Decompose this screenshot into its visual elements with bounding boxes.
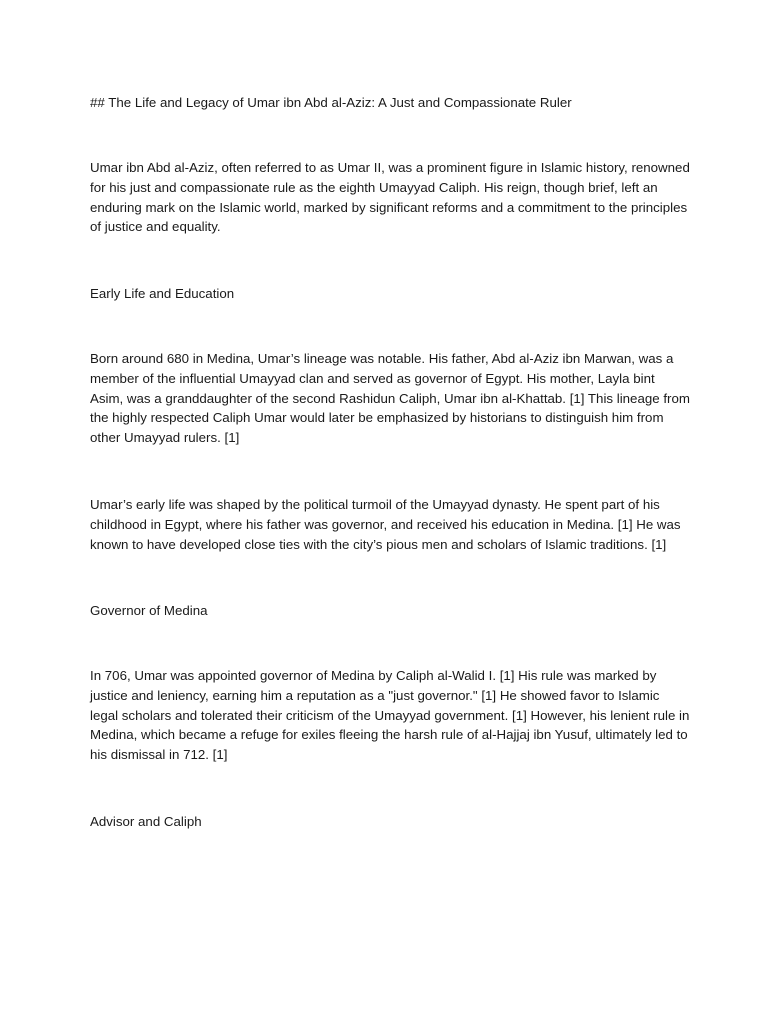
document-title: ## The Life and Legacy of Umar ibn Abd al-Aziz: A Just and Compassionate Ruler: [90, 95, 572, 110]
paragraph-early-life: Umar’s early life was shaped by the political turmoil of the Umayyad dynasty. He spent part of his childhood in Egypt, where his father was governor, and received his education in Medina. [1] He was known to have developed close ties with the city’s pious men and scholars of Islamic traditions. [1]: [90, 497, 681, 552]
section-heading-advisor-caliph: Advisor and Caliph: [90, 814, 202, 829]
section-heading-early-life: Early Life and Education: [90, 286, 235, 301]
intro-paragraph: Umar ibn Abd al-Aziz, often referred to as Umar II, was a prominent figure in Islamic history, renowned for his just and compassionate rule as the eighth Umayyad Caliph. His reign, though brief, left an enduring mark on the Islamic world, marked by significant reforms and a commitment to the principles of justice and equality.: [90, 160, 690, 235]
paragraph-governor: In 706, Umar was appointed governor of Medina by Caliph al-Walid I. [1] His rule was marked by justice and leniency, earning him a reputation as a "just governor." [1] He showed favor to Islamic legal scholars and tolerated their criticism of the Umayyad government. [1] However, his lenient rule in Medina, which became a refuge for exiles fleeing the harsh rule of al-Hajjaj ibn Yusuf, ultimately led to his dismissal in 712. [1]: [90, 668, 690, 763]
paragraph-lineage: Born around 680 in Medina, Umar’s lineage was notable. His father, Abd al-Aziz ibn Marwan, was a member of the influential Umayyad clan and served as governor of Egypt. His mother, Layla bint Asim, was a granddaughter of the second Rashidun Caliph, Umar ibn al-Khattab. [1] This lineage from the highly respected Caliph Umar would later be emphasized by historians to distinguish him from other Umayyad rulers. [1]: [90, 351, 690, 446]
section-heading-governor: Governor of Medina: [90, 603, 208, 618]
